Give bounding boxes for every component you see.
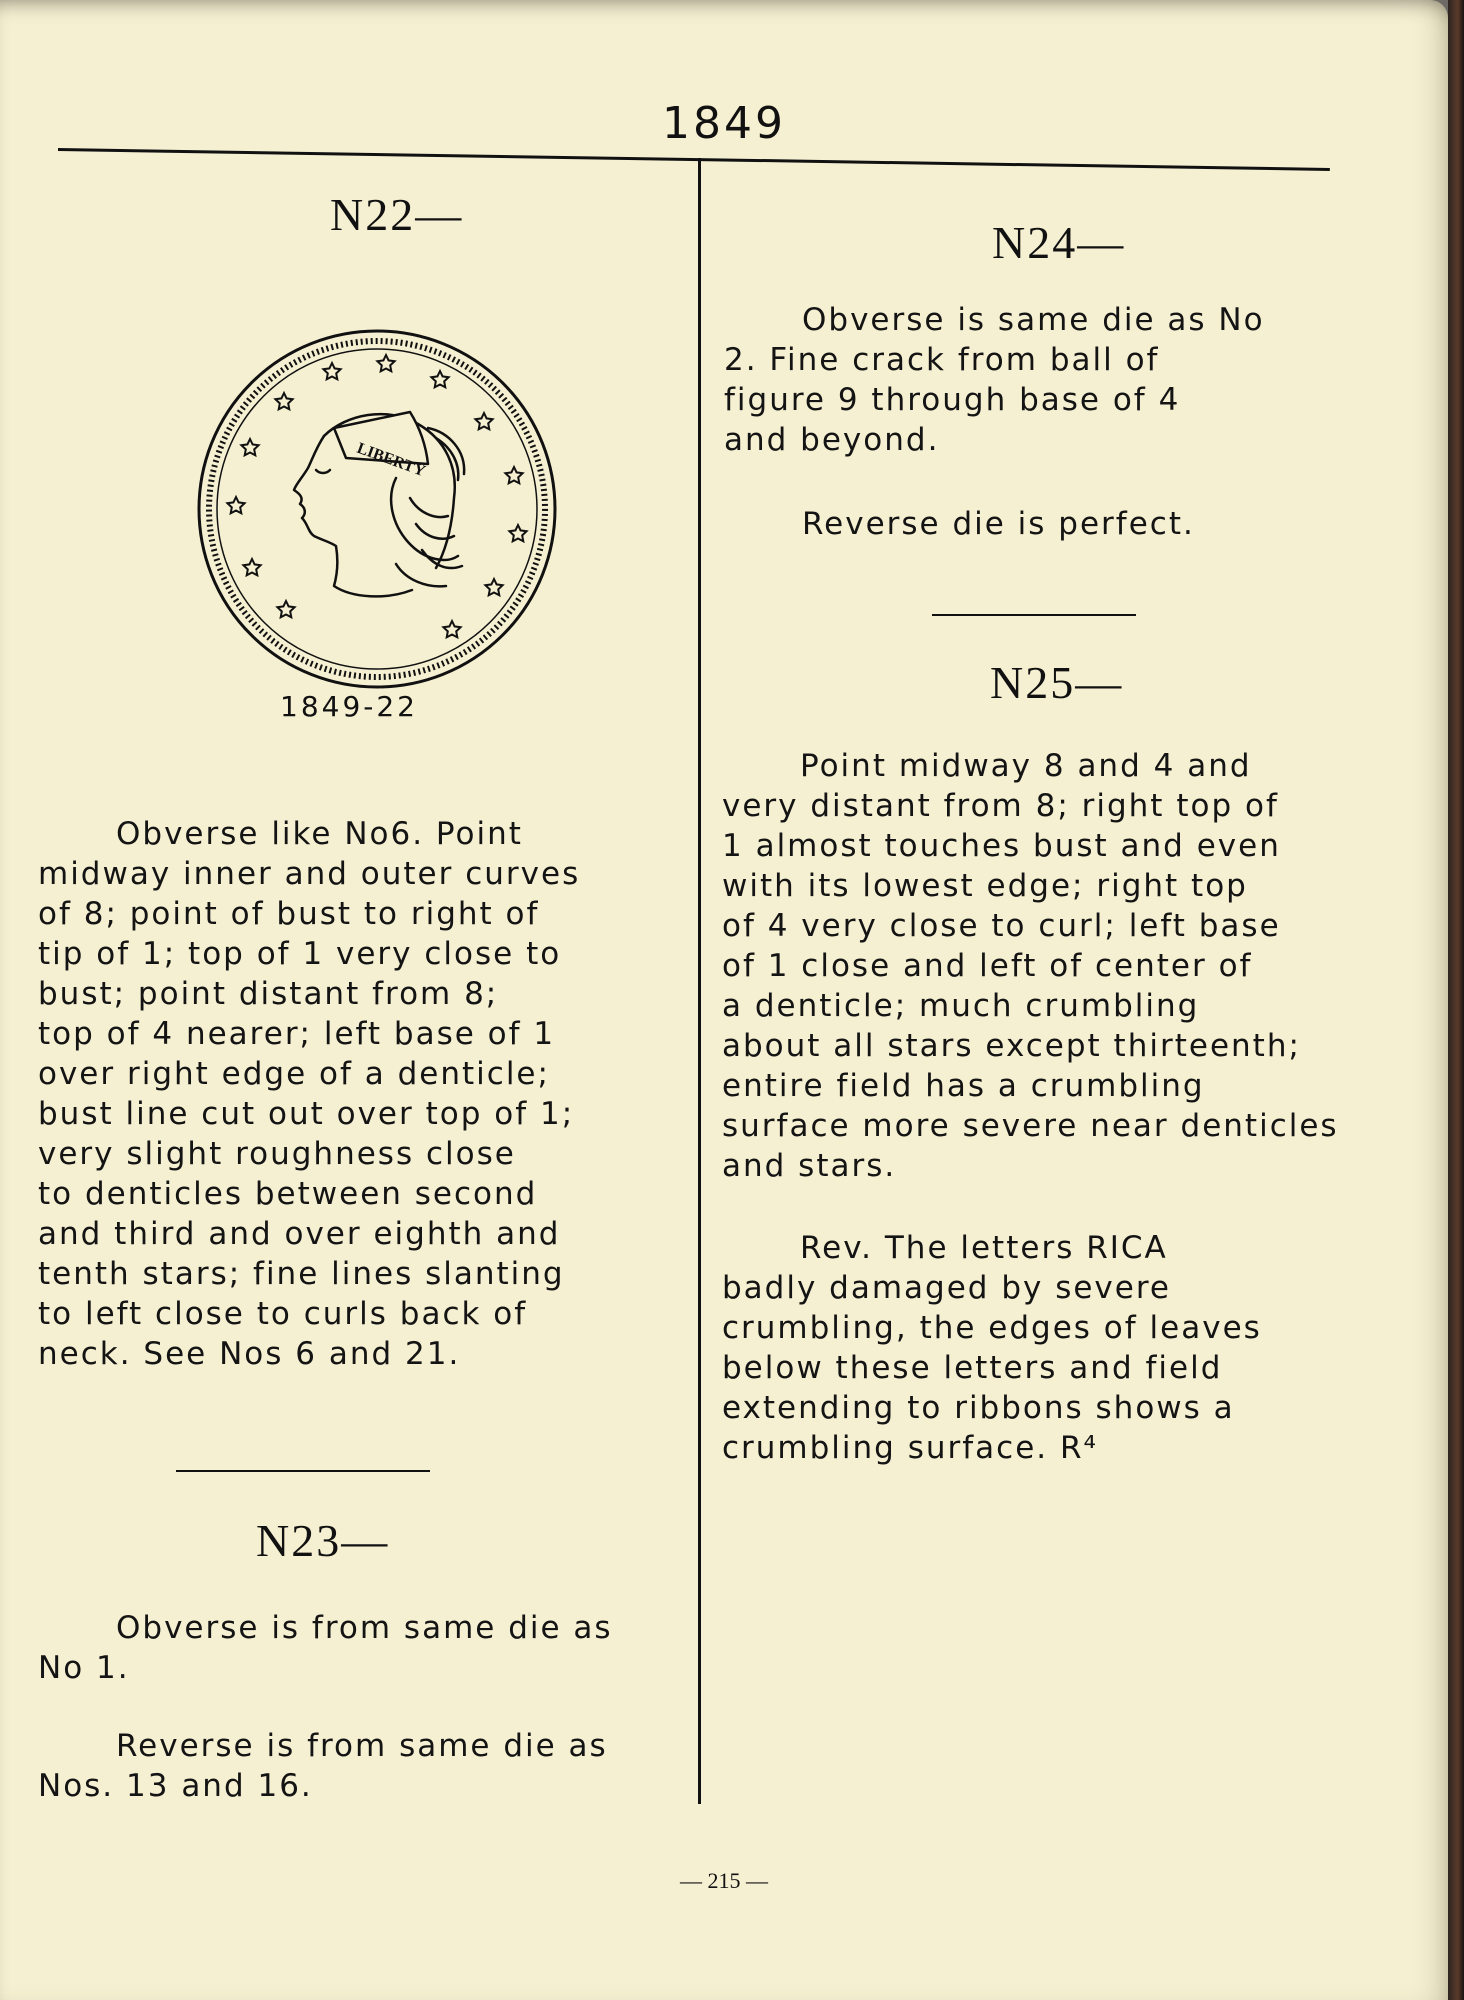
text-line: Rev. The letters RICA <box>800 1230 1168 1266</box>
column-divider <box>698 158 701 1804</box>
text-line: 1 almost touches bust and even <box>722 828 1281 864</box>
text-line: entire field has a crumbling <box>722 1068 1205 1104</box>
text-line: 2. Fine crack from ball of <box>724 342 1160 378</box>
n22-heading: N22— <box>330 189 464 240</box>
n24-reverse <box>724 504 1195 544</box>
text-line: of 8; point of bust to right of <box>38 896 540 932</box>
text-line: below these letters and field <box>722 1350 1223 1386</box>
n23-reverse <box>38 1726 608 1806</box>
text-line: very distant from 8; right top of <box>722 788 1279 824</box>
text-line: badly damaged by severe <box>722 1270 1171 1306</box>
page-year-header: 1849 <box>662 98 786 149</box>
text-line: about all stars except thirteenth; <box>722 1028 1301 1064</box>
text-line: Obverse is same die as No <box>802 302 1265 338</box>
text-line: Point midway 8 and 4 and <box>800 748 1252 784</box>
text-line: No 1. <box>38 1650 130 1686</box>
text-line: over right edge of a denticle; <box>38 1056 550 1092</box>
n24-obverse <box>724 300 1265 460</box>
n25-heading: N25— <box>990 657 1124 708</box>
text-line: crumbling, the edges of leaves <box>722 1310 1262 1346</box>
text-line: extending to ribbons shows a <box>722 1390 1235 1426</box>
coin-caption: 1849-22 <box>280 690 418 723</box>
text-line: Obverse is from same die as <box>116 1610 613 1646</box>
text-line: to denticles between second <box>38 1176 538 1212</box>
text-line: and beyond. <box>724 422 940 458</box>
text-line: of 1 close and left of center of <box>722 948 1253 984</box>
text-line: to left close to curls back of <box>38 1296 528 1332</box>
page-number: — 215 — <box>680 1868 768 1893</box>
book-edge <box>1448 0 1464 2000</box>
text-line: Reverse is from same die as <box>116 1728 608 1764</box>
text-line: tenth stars; fine lines slanting <box>38 1256 565 1292</box>
text-line: and third and over eighth and <box>38 1216 561 1252</box>
text-line: neck. See Nos 6 and 21. <box>38 1336 461 1372</box>
n24-heading: N24— <box>992 217 1126 268</box>
text-line: top of 4 nearer; left base of 1 <box>38 1016 556 1052</box>
text-line: tip of 1; top of 1 very close to <box>38 936 562 972</box>
text-line: a denticle; much crumbling <box>722 988 1200 1024</box>
n22-description <box>38 814 580 1374</box>
text-line: Nos. 13 and 16. <box>38 1768 313 1804</box>
text-line: very slight roughness close <box>38 1136 516 1172</box>
text-line: Reverse die is perfect. <box>802 506 1195 542</box>
coin-illustration <box>196 328 558 690</box>
text-line: with its lowest edge; right top <box>722 868 1248 904</box>
text-line: bust; point distant from 8; <box>38 976 499 1012</box>
text-line: bust line cut out over top of 1; <box>38 1096 575 1132</box>
text-line: and stars. <box>722 1148 897 1184</box>
text-line: crumbling surface. R⁴ <box>722 1430 1098 1466</box>
text-line: Obverse like No6. Point <box>116 816 523 852</box>
n25-obverse <box>722 746 1339 1186</box>
text-line: of 4 very close to curl; left base <box>722 908 1281 944</box>
section-divider <box>932 614 1136 616</box>
n25-reverse <box>722 1228 1262 1468</box>
liberty-legend: LIBERTY <box>354 439 428 481</box>
n23-obverse <box>38 1608 613 1688</box>
section-divider <box>176 1470 430 1472</box>
text-line: midway inner and outer curves <box>38 856 581 892</box>
text-line: surface more severe near denticles <box>722 1108 1339 1144</box>
n23-heading: N23— <box>256 1515 390 1566</box>
text-line: figure 9 through base of 4 <box>724 382 1181 418</box>
